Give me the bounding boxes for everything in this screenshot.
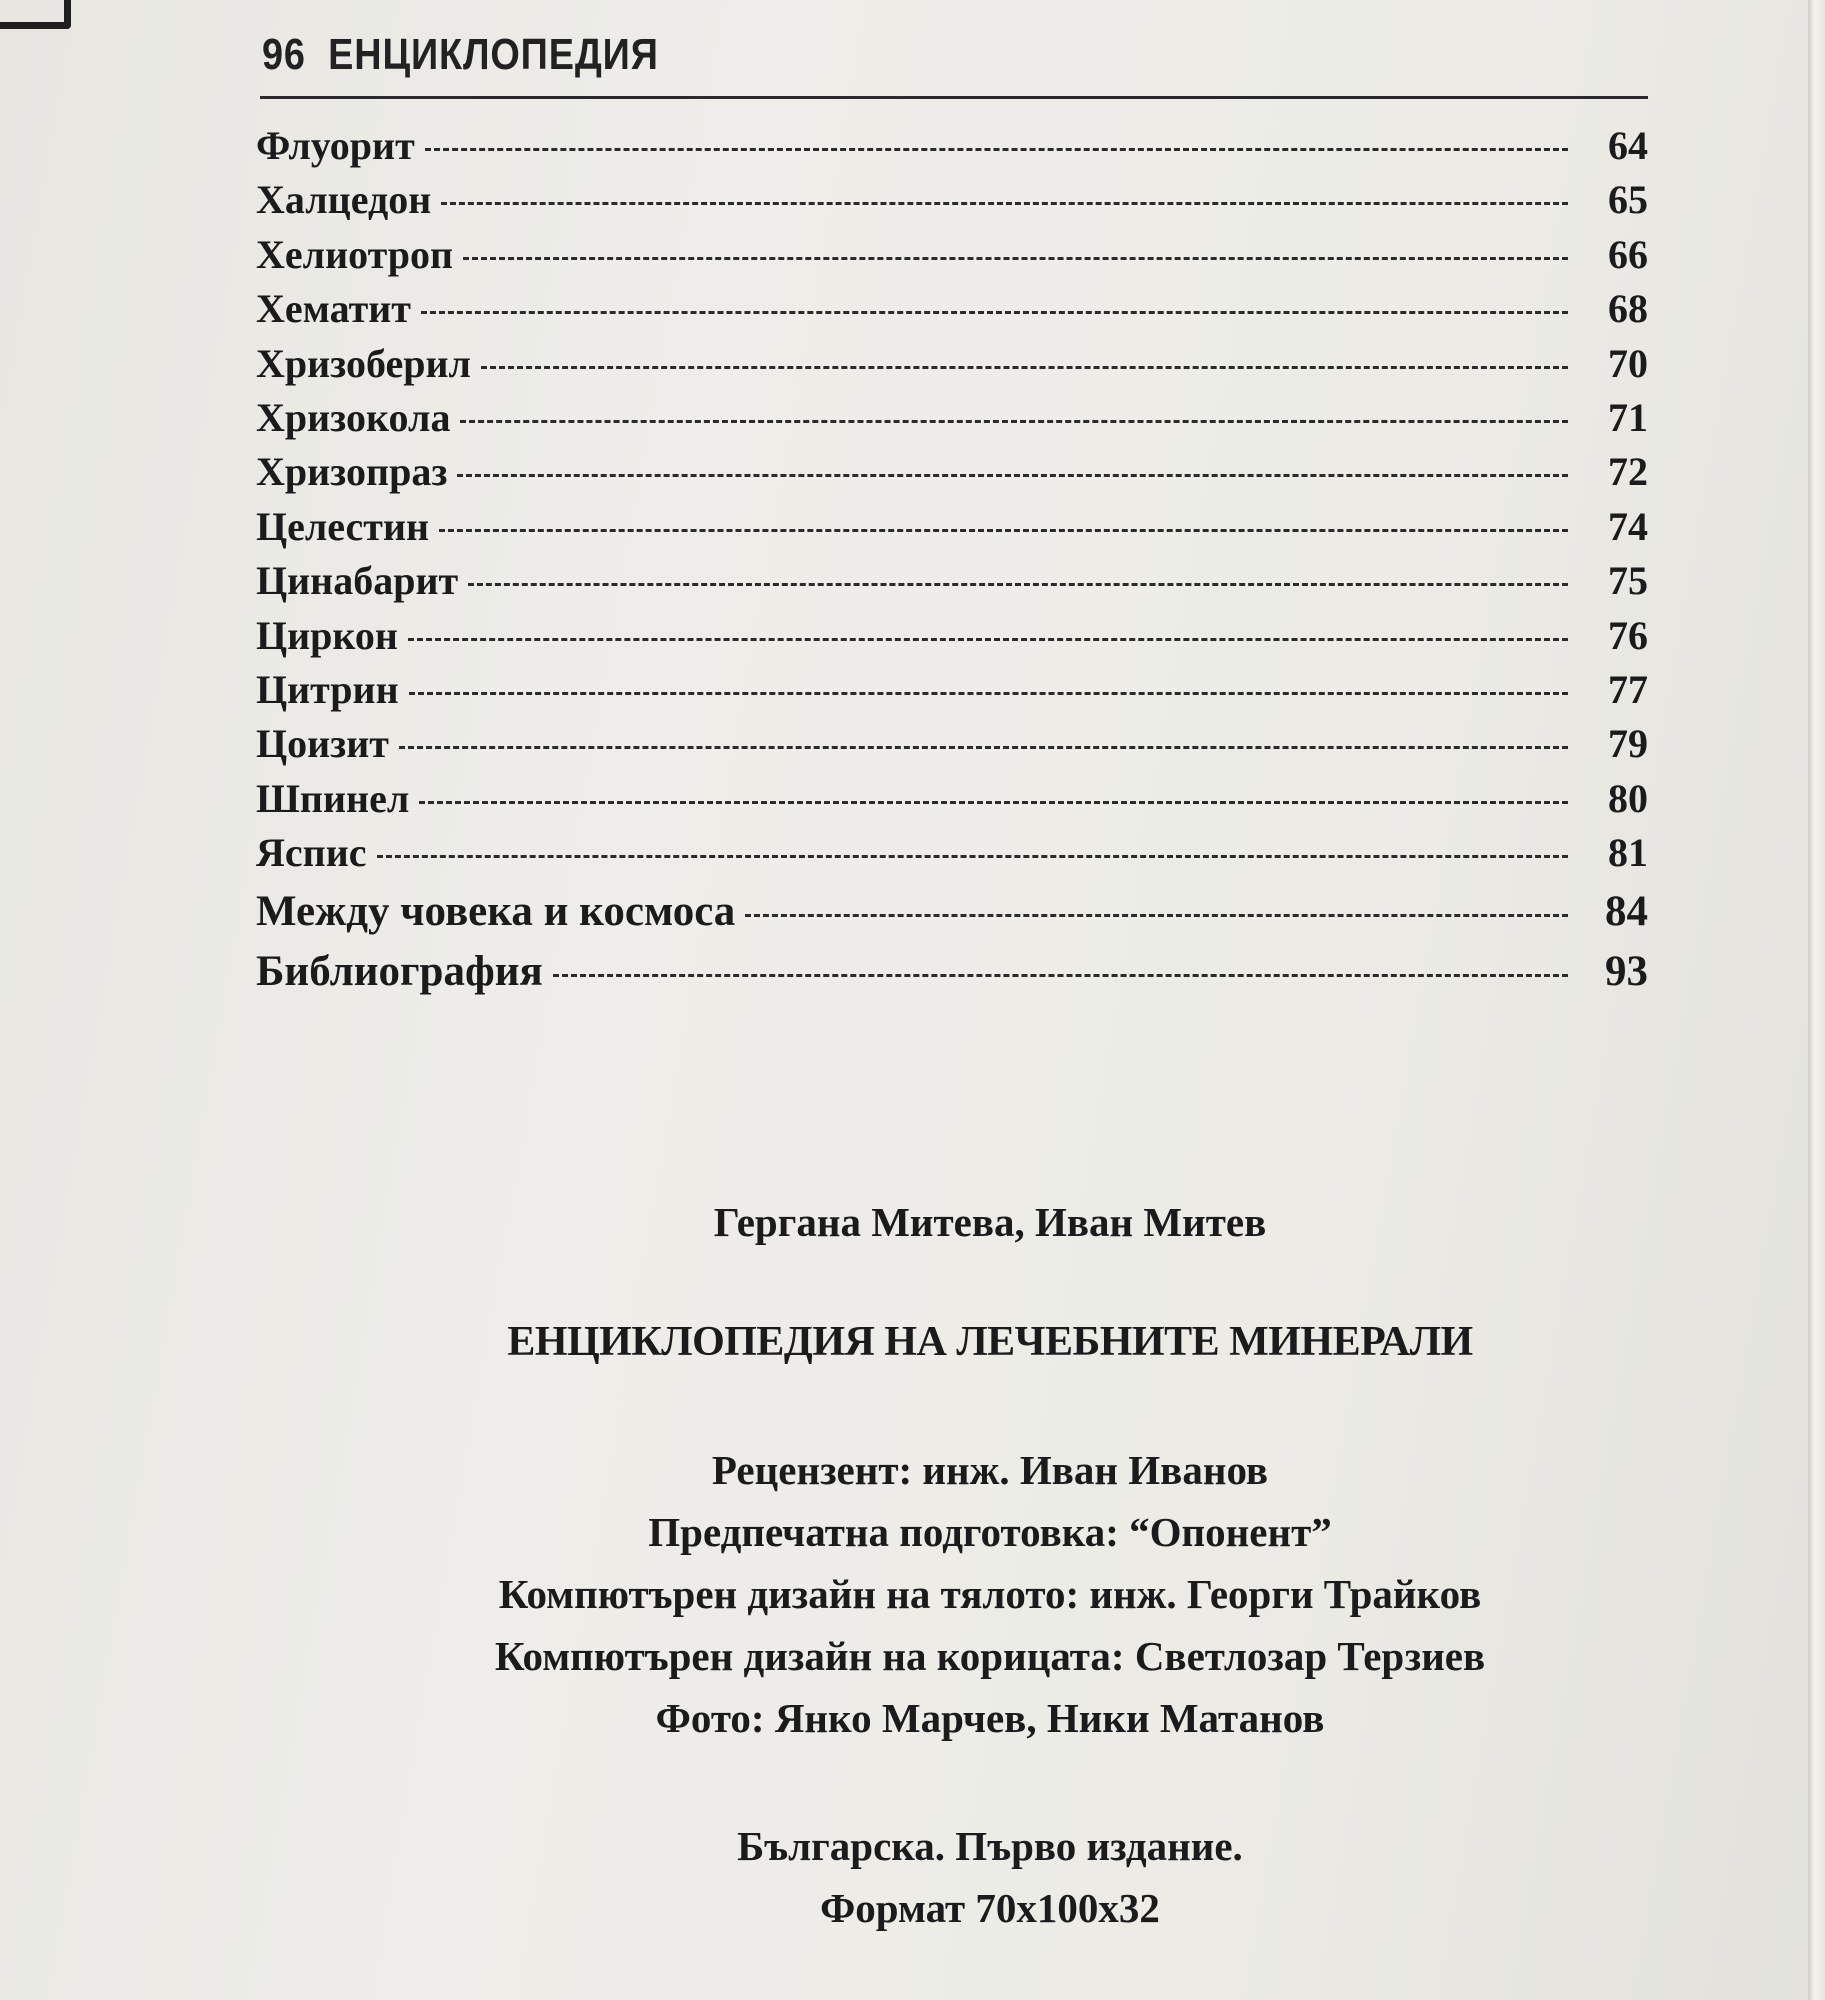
toc-row [256, 176, 1648, 230]
dot-leader [399, 746, 1568, 749]
dot-leader [425, 148, 1568, 151]
table-of-contents [256, 122, 1648, 1007]
toc-row [256, 887, 1648, 947]
corner-ornament [0, 0, 71, 29]
toc-entry-title: Циркон [256, 612, 398, 658]
dot-leader [419, 801, 1568, 804]
toc-page-number: 71 [1608, 394, 1648, 440]
toc-entry-title: Целестин [256, 503, 430, 549]
toc-row [256, 557, 1648, 611]
dot-leader [460, 420, 1568, 423]
credit-line: Компютърен дизайн на корицата: Светлозар Терзиев [494, 1633, 1486, 1679]
running-head [262, 30, 659, 80]
credit-line: Компютърен дизайн на тялото: инж. Георги Трайков [498, 1571, 1482, 1617]
toc-entry-title: Яспис [256, 830, 367, 876]
toc-page-number: 74 [1608, 503, 1648, 549]
toc-page-number: 66 [1608, 231, 1648, 277]
dot-leader [745, 914, 1568, 917]
toc-row [256, 448, 1648, 502]
toc-entry-title: Шпинел [256, 775, 410, 821]
toc-entry-title: Хелиотроп [256, 231, 454, 277]
dot-leader [409, 692, 1568, 695]
toc-row [256, 720, 1648, 774]
credit-line: Фото: Янко Марчев, Ники Матанов [655, 1695, 1325, 1741]
toc-page-number: 84 [1605, 888, 1648, 936]
toc-row [256, 829, 1648, 883]
toc-page-number: 93 [1605, 948, 1648, 996]
dot-leader [421, 311, 1568, 314]
edition-line: Българска. Първо издание. [737, 1823, 1243, 1869]
page-edge [1808, 0, 1825, 2000]
toc-page-number: 70 [1608, 340, 1648, 386]
toc-page-number: 76 [1608, 612, 1648, 658]
toc-page-number: 80 [1608, 775, 1648, 821]
toc-row [256, 394, 1648, 448]
toc-entry-title: Между човека и космоса [256, 888, 736, 936]
toc-page-number: 77 [1608, 666, 1648, 712]
toc-page-number: 72 [1608, 449, 1648, 495]
dot-leader [481, 366, 1568, 369]
toc-entry-title: Хризокола [256, 394, 451, 440]
toc-entry-title: Цитрин [256, 666, 399, 712]
book-title: ЕНЦИКЛОПЕДИЯ НА ЛЕЧЕБНИТЕ МИНЕРАЛИ [507, 1319, 1473, 1365]
toc-row [256, 666, 1648, 720]
toc-page-number: 81 [1608, 830, 1648, 876]
toc-entry-title: Хематит [256, 286, 411, 332]
toc-entry-title: Флуорит [256, 123, 415, 168]
toc-row [256, 285, 1648, 339]
toc-page-number: 68 [1608, 286, 1648, 332]
dot-leader [441, 202, 1568, 205]
toc-entry-title: Библиография [256, 948, 543, 996]
dot-leader [408, 638, 1568, 641]
toc-row [256, 503, 1648, 557]
toc-entry-title: Цоизит [256, 721, 389, 767]
dot-leader [463, 257, 1568, 260]
toc-row [256, 947, 1648, 1007]
toc-entry-title: Халцедон [256, 177, 432, 223]
dot-leader [439, 529, 1568, 532]
credit-line: Предпечатна подготовка: “Опонент” [648, 1509, 1332, 1555]
dot-leader [377, 855, 1569, 858]
authors-line: Гергана Митева, Иван Митев [713, 1199, 1267, 1245]
credit-line: Рецензент: инж. Иван Иванов [711, 1447, 1269, 1493]
toc-row [256, 231, 1648, 285]
toc-page-number: 79 [1608, 721, 1648, 767]
dot-leader [468, 583, 1568, 586]
dot-leader [457, 474, 1568, 477]
header-rule [260, 96, 1648, 99]
toc-page-number: 75 [1608, 558, 1648, 604]
dot-leader [553, 974, 1568, 977]
toc-row [256, 612, 1648, 666]
toc-entry-title: Цинабарит [256, 558, 459, 604]
format-line: Формат 70х100х32 [820, 1885, 1160, 1931]
toc-page-number: 64 [1608, 123, 1648, 168]
toc-entry-title: Хризоберил [256, 340, 471, 386]
toc-row [256, 340, 1648, 394]
toc-row [256, 775, 1648, 829]
toc-entry-title: Хризопраз [256, 449, 448, 495]
page-number: 96 [262, 30, 306, 79]
running-head-title: ЕНЦИКЛОПЕДИЯ [328, 30, 659, 79]
toc-page-number: 65 [1608, 177, 1648, 223]
toc-row [256, 122, 1648, 176]
